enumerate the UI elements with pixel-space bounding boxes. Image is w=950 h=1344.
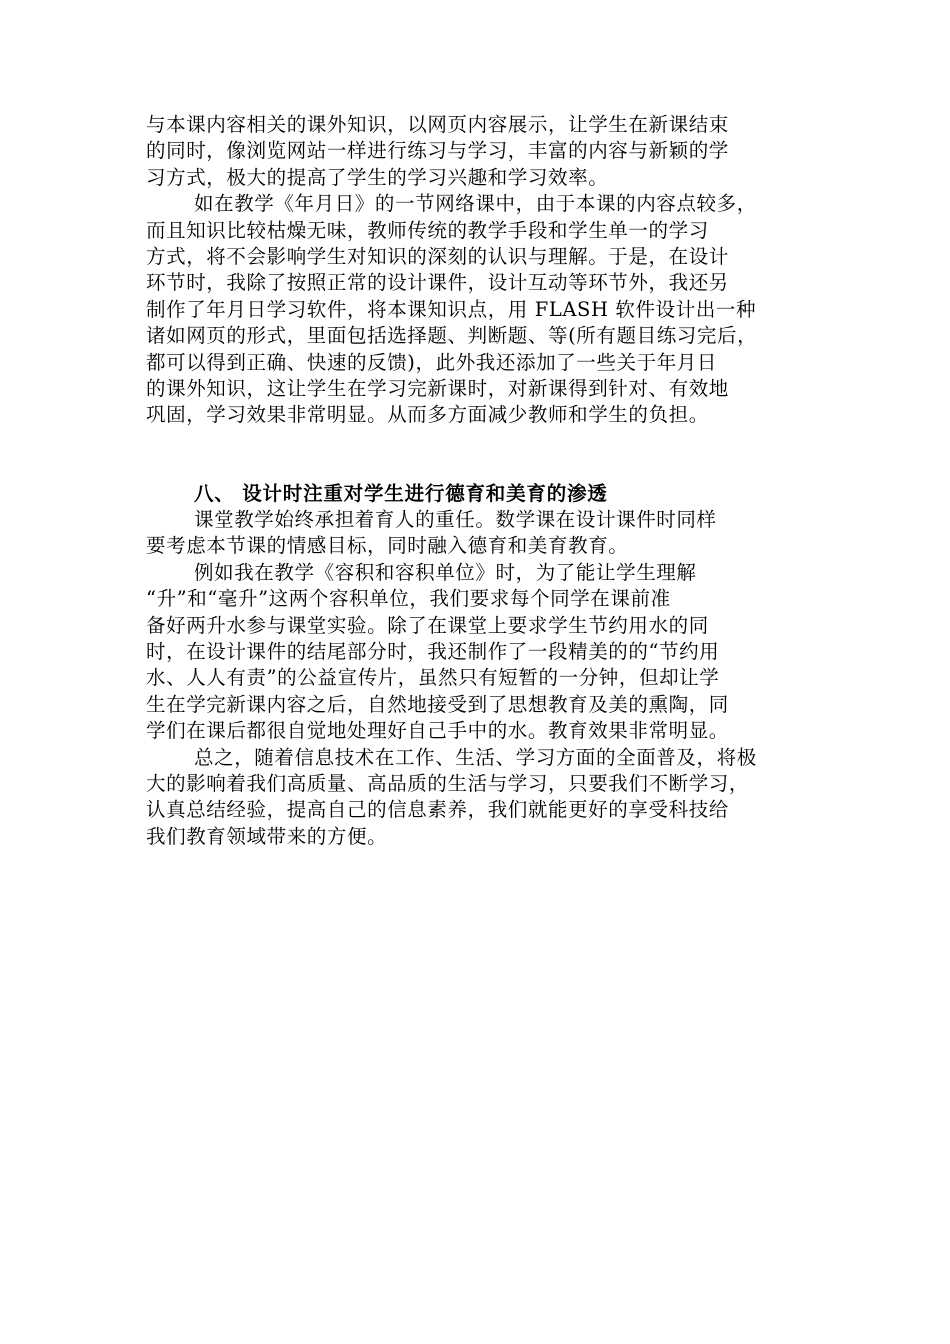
text-line: 环节时，我除了按照正常的设计课件，设计互动等环节外，我还另 [146, 271, 729, 295]
text-line: “升”和“毫升”这两个容积单位，我们要求每个同学在课前准 [146, 587, 671, 611]
text-line: 诸如网页的形式，里面包括选择题、判断题、等(所有题目练习完后， [146, 324, 758, 348]
text-line: 例如我在教学《容积和容积单位》时，为了能让学生理解 [194, 560, 697, 584]
document-body [146, 112, 810, 850]
text-line: 我们教育领域带来的方便。 [146, 824, 388, 848]
text-line: 时，在设计课件的结尾部分时，我还制作了一段精美的的“节约用 [146, 640, 720, 664]
conclusion-paragraph [146, 745, 810, 851]
text-line: 的同时，像浏览网站一样进行练习与学习，丰富的内容与新颖的学 [146, 139, 729, 163]
example-paragraph-year-month-day [146, 191, 810, 429]
text-line: 巩固，学习效果非常明显。从而多方面减少教师和学生的负担。 [146, 403, 709, 427]
text-line: 大的影响着我们高质量、高品质的生活与学习，只要我们不断学习， [146, 771, 750, 795]
text-line: 如在教学《年月日》的一节网络课中，由于本课的内容点较多， [194, 192, 757, 216]
text-line: 课堂教学始终承担着育人的重任。数学课在设计课件时同样 [194, 508, 717, 532]
text-line: 的课外知识，这让学生在学习完新课时，对新课得到针对、有效地 [146, 376, 729, 400]
text-line: 水、人人有责”的公益宣传片，虽然只有短暂的一分钟，但却让学 [146, 666, 720, 690]
text-line: 制作了年月日学习软件，将本课知识点，用 FLASH 软件设计出一种 [146, 297, 757, 321]
paragraph-gap [146, 429, 810, 455]
text-line: 学们在课后都很自觉地处理好自己手中的水。教育效果非常明显。 [146, 719, 729, 743]
text-line: 方式，将不会影响学生对知识的深刻的认识与理解。于是，在设计 [146, 244, 729, 268]
text-line: 习方式，极大的提高了学生的学习兴趣和学习效率。 [146, 165, 609, 189]
section-paragraph-volume-example [146, 560, 810, 745]
text-line: 都可以得到正确、快速的反馈)，此外我还添加了一些关于年月日 [146, 350, 718, 374]
text-line: 要考虑本节课的情感目标，同时融入德育和美育教育。 [146, 534, 629, 558]
text-line: 认真总结经验，提高自己的信息素养，我们就能更好的享受科技给 [146, 798, 729, 822]
text-line: 备好两升水参与课堂实验。除了在课堂上要求学生节约用水的同 [146, 613, 709, 637]
section-heading: 八、 设计时注重对学生进行德育和美育的渗透 [194, 481, 608, 505]
text-line: 而且知识比较枯燥无味，教师传统的教学手段和学生单一的学习 [146, 218, 709, 242]
section-paragraph-moral-education [146, 507, 810, 560]
text-line: 与本课内容相关的课外知识，以网页内容展示，让学生在新课结束 [146, 113, 729, 136]
text-line: 生在学完新课内容之后，自然地接受到了思想教育及美的熏陶，同 [146, 692, 729, 716]
intro-paragraph [146, 112, 810, 191]
text-line: 总之，随着信息技术在工作、生活、学习方面的全面普及，将极 [194, 745, 757, 769]
